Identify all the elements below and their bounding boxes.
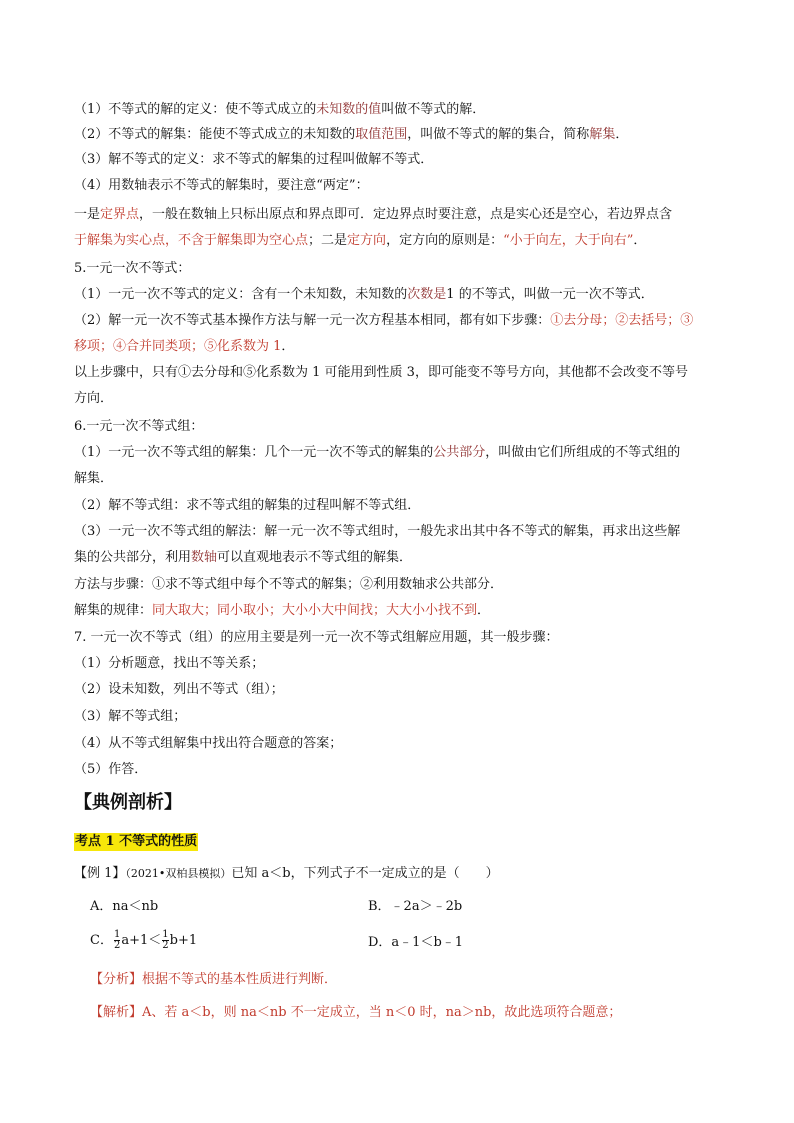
text: （1）一元一次不等式组的解集：几个一元一次不等式的解集的	[74, 445, 434, 460]
section7-title: 7. 一元一次不等式（组）的应用主要是列一元一次不等式组解应用题，其一般步骤：	[74, 630, 559, 645]
section5-def	[74, 285, 724, 305]
option-b: B．﹣2a＞﹣2b	[368, 899, 463, 914]
text: ；二是	[308, 233, 348, 248]
text: ．	[633, 233, 647, 248]
examples-heading: 【典例剖析】	[74, 792, 182, 813]
fraction-num: 1	[113, 929, 121, 940]
section7-step-3: （3）解不等式组；	[74, 709, 187, 724]
section6-rule	[74, 601, 724, 621]
option-label: C．	[90, 933, 113, 948]
source: （2021•双柏县模拟）	[125, 867, 232, 880]
analysis-tag: 【分析】	[90, 972, 143, 987]
highlight: 不含于解集即为空心点	[178, 233, 309, 248]
text: （2）不等式的解集：能使不等式成立的未知数的	[74, 127, 356, 142]
highlight: “小于向左，大于向右”	[503, 233, 634, 248]
text: ．	[615, 127, 629, 142]
highlight: 取值范围	[355, 127, 408, 142]
option-d: D．a﹣1＜b﹣1	[368, 935, 464, 950]
highlight: 次数是	[407, 287, 447, 302]
text: 叫做不等式的解．	[381, 102, 486, 117]
highlight: 定方向	[347, 233, 387, 248]
section7-step-4: （4）从不等式组解集中找出符合题意的答案；	[74, 736, 343, 751]
section5-title: 5.一元一次不等式：	[74, 261, 191, 276]
solution-tag: 【解析】	[90, 1005, 143, 1020]
section5-note-2: 方向．	[74, 391, 114, 406]
text: 解集的规律：	[74, 603, 153, 618]
section7-step-5: （5）作答．	[74, 762, 148, 777]
def-solution-set-line	[74, 125, 724, 145]
section6-steps: 方法与步骤：①求不等式组中每个不等式的解集；②利用数轴求公共部分．	[74, 577, 504, 592]
text: a+1＜	[121, 933, 162, 948]
def-solution-line	[74, 100, 724, 120]
fraction-den: 2	[162, 940, 169, 951]
text: ．	[281, 339, 295, 354]
text: （1）不等式的解的定义：使不等式成立的	[74, 102, 317, 117]
section6-method-1: （3）一元一次不等式组的解法：解一元一次不等式组时，一般先求出其中各不等式的解集，再求出这些解	[74, 524, 681, 539]
def-solve-line: （3）解不等式的定义：求不等式的解集的过程叫做解不等式．	[74, 152, 434, 167]
text: ，叫做不等式的解的集合，简称	[407, 127, 590, 142]
section6-method-2	[74, 548, 724, 568]
text: 一是	[74, 207, 101, 222]
text: 集的公共部分，利用	[74, 550, 192, 565]
section5-steps-2	[74, 337, 724, 357]
solution-text: A、若 a＜b，则 na＜nb 不一定成立，当 n＜0 时，na＞nb，故此选项符合题意；	[142, 1005, 622, 1020]
number-line-note: （4）用数轴表示不等式的解集时，要注意“两定”：	[74, 178, 369, 193]
text: （1）一元一次不等式的定义：含有一个未知数，未知数的	[74, 287, 408, 302]
highlight: 于解集为实心点，	[74, 233, 179, 248]
highlight: 定界点	[100, 207, 140, 222]
section6-title: 6.一元一次不等式组：	[74, 419, 204, 434]
highlight: ①去分母；②去括号；③	[550, 313, 694, 328]
solution-line	[90, 1003, 740, 1023]
text: ，叫做由它们所组成的不等式组的	[485, 445, 681, 460]
highlight: 数轴	[191, 550, 218, 565]
analysis-line	[90, 970, 740, 990]
highlight: 未知数的值	[316, 102, 382, 117]
highlight: 同大取大；同小取小；大小小大中间找；大大小小找不到	[152, 603, 478, 618]
section5-steps-1	[74, 311, 724, 331]
option-a: A．na＜nb	[90, 899, 159, 914]
text: 1 的不等式，叫做一元一次不等式．	[446, 287, 654, 302]
section5-note-1: 以上步骤中，只有①去分母和⑤化系数为 1 可能用到性质 3，即可能变不等号方向，其他都不会改变不等号	[74, 365, 688, 380]
text: 可以直观地表示不等式组的解集．	[217, 550, 413, 565]
analysis-text: 根据不等式的基本性质进行判断．	[142, 972, 338, 987]
section6-def-1	[74, 443, 724, 463]
fraction	[162, 930, 168, 951]
question: 已知 a＜b，下列式子不一定成立的是（ ）	[231, 866, 499, 881]
text: b+1	[169, 933, 198, 948]
highlight: 公共部分	[433, 445, 486, 460]
section6-solve: （2）解不等式组：求不等式组的解集的过程叫解不等式组．	[74, 498, 421, 513]
example-label: 【例 1】	[74, 866, 126, 881]
section7-step-1: （1）分析题意，找出不等关系；	[74, 656, 265, 671]
text: ，定方向的原则是：	[386, 233, 504, 248]
topic-badge: 考点 1 不等式的性质	[75, 834, 198, 849]
text: ，一般在数轴上只标出原点和界点即可．定边界点时要注意，点是实心还是空心，若边界点含	[139, 207, 673, 222]
section7-step-2: （2）设未知数，列出不等式（组）；	[74, 682, 284, 697]
fraction-num: 1	[162, 929, 169, 940]
fraction-den: 2	[113, 940, 121, 951]
text: ．	[477, 603, 491, 618]
highlight: 解集	[589, 127, 616, 142]
option-c	[90, 930, 197, 951]
example1-stem	[74, 864, 724, 884]
highlight: 移项；④合并同类项；⑤化系数为 1	[74, 339, 282, 354]
text: （2）解一元一次不等式基本操作方法与解一元一次方程基本相同，都有如下步骤：	[74, 313, 551, 328]
section6-def-2: 解集．	[74, 471, 114, 486]
two-fix-line-1	[74, 205, 724, 225]
fraction	[114, 930, 120, 951]
two-fix-line-2	[74, 231, 724, 251]
